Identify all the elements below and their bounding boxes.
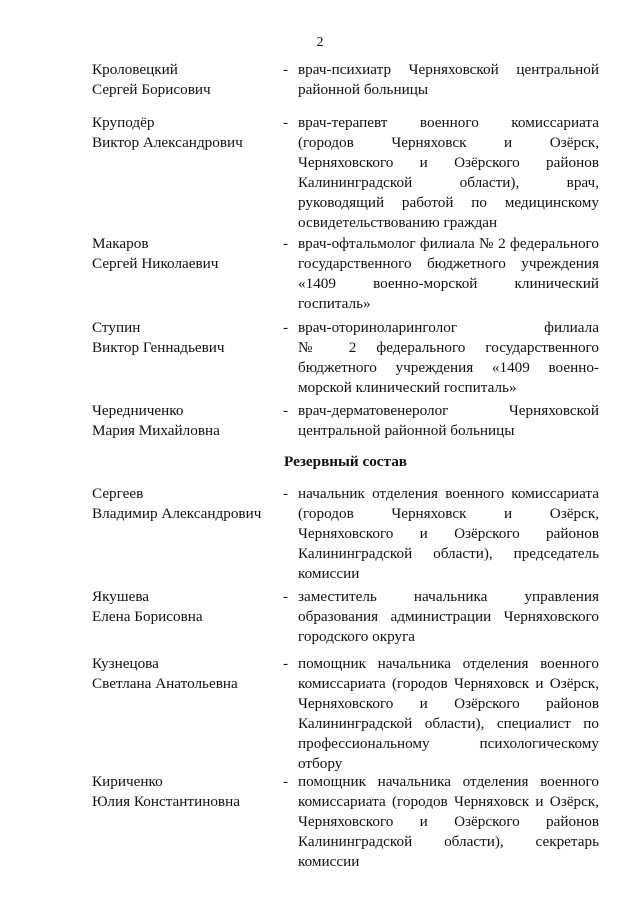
role-line: руководящий работой по медицинскому xyxy=(298,194,599,211)
role-line: образования администрации Черняховского xyxy=(298,608,599,625)
role-line: Черняховского и Озёрского районов xyxy=(298,154,599,171)
entry-dash: - xyxy=(283,655,289,672)
entry-dash: - xyxy=(283,235,289,252)
role-line: бюджетного учреждения «1409 военно- xyxy=(298,359,599,376)
entry-dash: - xyxy=(283,114,289,131)
member-surname: Якушева xyxy=(92,588,150,605)
member-given-names: Елена Борисовна xyxy=(92,608,203,625)
member-name xyxy=(92,484,272,524)
member-given-names: Виктор Александрович xyxy=(92,134,243,151)
role-line: Калининградской области), врач, xyxy=(298,174,599,191)
member-name xyxy=(92,587,272,627)
role-line: городского округа xyxy=(298,628,416,645)
entry-dash: - xyxy=(283,588,289,605)
role-line: районной больницы xyxy=(298,81,429,98)
member-given-names: Сергей Борисович xyxy=(92,81,211,98)
member-role xyxy=(298,484,599,584)
member-given-names: Сергей Николаевич xyxy=(92,255,219,272)
role-line: (городов Черняховск и Озёрск, xyxy=(298,134,599,151)
role-line: профессиональному психологическому xyxy=(298,735,599,752)
role-line: врач-психиатр Черняховской центральной xyxy=(298,61,599,78)
member-given-names: Мария Михайловна xyxy=(92,422,220,439)
member-role xyxy=(298,113,599,233)
role-line: (городов Черняховск и Озёрск, xyxy=(298,505,599,522)
role-line: врач-дерматовенеролог Черняховской xyxy=(298,402,599,419)
role-line: «1409 военно-морской клинический xyxy=(298,275,599,292)
reserve-section-title: Резервный состав xyxy=(284,453,407,470)
member-role xyxy=(298,654,599,774)
role-line: помощник начальника отделения военного xyxy=(298,773,599,790)
member-surname: Круподёр xyxy=(92,114,155,131)
member-name xyxy=(92,772,272,812)
entry-dash: - xyxy=(283,61,289,78)
member-name xyxy=(92,60,272,100)
member-given-names: Виктор Геннадьевич xyxy=(92,339,225,356)
member-name xyxy=(92,234,272,274)
member-role xyxy=(298,318,599,398)
role-line: врач-терапевт военного комиссариата xyxy=(298,114,599,131)
member-name xyxy=(92,113,272,153)
member-role xyxy=(298,401,599,441)
member-surname: Макаров xyxy=(92,235,149,252)
member-given-names: Юлия Константиновна xyxy=(92,793,240,810)
role-line: морской клинический госпиталь» xyxy=(298,379,517,396)
member-surname: Сергеев xyxy=(92,485,144,502)
role-line: комиссии xyxy=(298,565,360,582)
role-line: врач-оториноларинголог филиала xyxy=(298,319,599,336)
member-name xyxy=(92,401,272,441)
role-line: центральной районной больницы xyxy=(298,422,515,439)
role-line: врач-офтальмолог филиала № 2 федерального xyxy=(298,235,599,252)
member-role xyxy=(298,60,599,100)
entry-dash: - xyxy=(283,402,289,419)
role-line: госпиталь» xyxy=(298,295,371,312)
member-surname: Чередниченко xyxy=(92,402,184,419)
page-number: 2 xyxy=(316,35,324,50)
role-line: Калининградской области), секретарь комиссии xyxy=(298,833,599,870)
role-line: отбору xyxy=(298,755,343,772)
role-line: помощник начальника отделения военного xyxy=(298,655,599,672)
role-line: комиссариата (городов Черняховск и Озёрск, xyxy=(298,675,599,692)
role-line: государственного бюджетного учреждения xyxy=(298,255,599,272)
member-name xyxy=(92,654,272,694)
role-line: Калининградской области), председатель xyxy=(298,545,599,562)
role-line: комиссариата (городов Черняховск и Озёрск, xyxy=(298,793,599,810)
role-line: Черняховского и Озёрского районов xyxy=(298,695,599,712)
member-role xyxy=(298,772,599,872)
entry-dash: - xyxy=(283,319,289,336)
member-surname: Кузнецова xyxy=(92,655,159,672)
role-line: № 2 федерального государственного xyxy=(298,339,599,356)
member-surname: Кириченко xyxy=(92,773,163,790)
role-line: Калининградской области), специалист по xyxy=(298,715,599,732)
member-surname: Кроловецкий xyxy=(92,61,178,78)
member-given-names: Владимир Александрович xyxy=(92,505,262,522)
entry-dash: - xyxy=(283,485,289,502)
member-name xyxy=(92,318,272,358)
member-surname: Ступин xyxy=(92,319,141,336)
role-line: начальник отделения военного комиссариата xyxy=(298,485,599,502)
role-line: освидетельствованию граждан xyxy=(298,214,498,231)
member-role xyxy=(298,234,599,314)
role-line: заместитель начальника управления xyxy=(298,588,599,605)
role-line: Черняховского и Озёрского районов xyxy=(298,525,599,542)
entry-dash: - xyxy=(283,773,289,790)
member-given-names: Светлана Анатольевна xyxy=(92,675,238,692)
member-role xyxy=(298,587,599,647)
role-line: Черняховского и Озёрского районов xyxy=(298,813,599,830)
